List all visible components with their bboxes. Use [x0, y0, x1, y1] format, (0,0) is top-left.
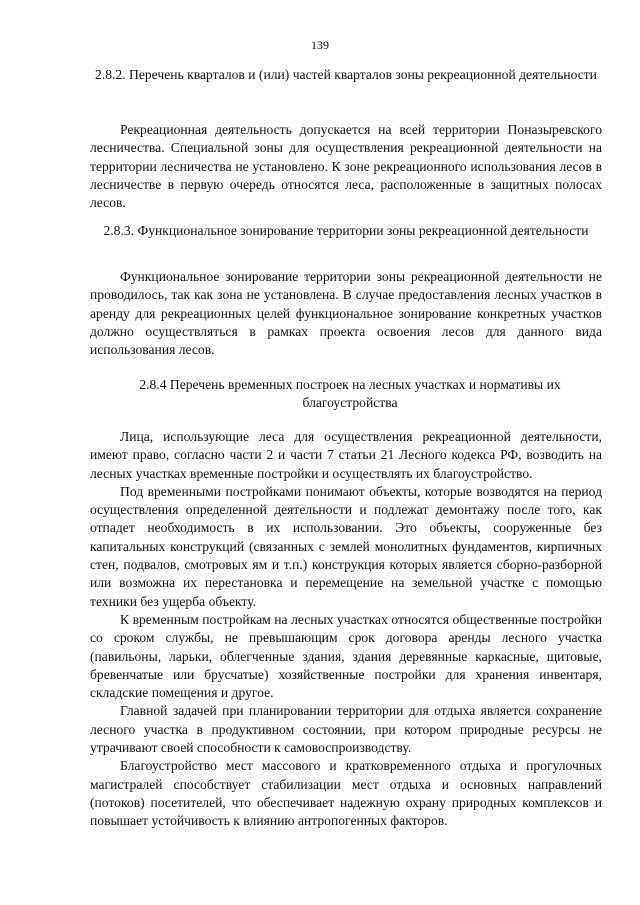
section-2-8-3-body — [90, 268, 602, 359]
section-2-8-2-body — [90, 121, 602, 212]
page-number: 139 — [311, 38, 329, 52]
section-2-8-4-heading: 2.8.4 Перечень временных построек на лесных участках и нормативы их благоустройства — [139, 377, 561, 411]
section-2-8-4-body — [90, 428, 602, 831]
paragraph: Под временными постройками понимают объекты, которые возводятся на период осуществления определенной деятельности и подлежат демонтажу после того, как отпадет необходимость в их использовании. Это объекты, сооруженные без капитальных конструкций (связанных с землей монолитных фундаментов, кирпичных стен, подвалов, смотровых ям и т.п.) конструкция которых является сборно-разборной или возможна их перестановка и перемещение на земельной участке с помощью техники без ущерба объекту. — [90, 483, 602, 609]
paragraph: К временным постройкам на лесных участках относятся общественные постройки со сроком службы, не превышающим срок договора аренды лесного участка (павильоны, ларьки, облегченные здания, здания деревянные каркасные, щитовые, бревенчатые или брусчатые) хозяйственные постройки для хранения инвентаря, складские помещения и другое. — [90, 611, 602, 701]
section-2-8-3-heading: 2.8.3. Функциональное зонирование территории зоны рекреационной деятельности — [103, 223, 589, 238]
paragraph: Функциональное зонирование территории зоны рекреационной деятельности не проводилось, так как зона не установлена. В случае предоставления лесных участков в аренду для рекреационных целей функциональное зонирование конкретных участков должно осуществляться в рамках проекта освоения лесов для данного вида использования лесов. — [90, 269, 602, 358]
paragraph: Главной задачей при планировании территории для отдыха является сохранение лесного участка в продуктивном состоянии, при котором природные ресурсы не утрачивают своей способности к самовоспроизводству. — [90, 703, 602, 756]
paragraph: Благоустройство мест массового и кратковременного отдыха и прогулочных магистралей способствует стабилизации мест отдыха и основных направлений (потоков) посетителей, что обеспечивает надежную охрану природных комплексов и повышает устойчивость к влиянию антропогенных факторов. — [90, 758, 602, 829]
paragraph: Лица, использующие леса для осуществления рекреационной деятельности, имеют право, согласно части 2 и части 7 статьи 21 Лесного кодекса РФ, возводить на лесных участках временные постройки и осуществлять их благоустройство. — [90, 429, 602, 481]
section-2-8-2-heading: 2.8.2. Перечень кварталов и (или) частей кварталов зоны рекреационной деятельности — [95, 67, 597, 82]
paragraph: Рекреационная деятельность допускается на всей территории Поназыревского лесничества. Специальной зоны для осуществления рекреационной деятельности на территории лесничества не установлено. К зоне рекреационного использования лесов в лесничестве в первую очередь относятся леса, расположенные в защитных полосах лесов. — [90, 122, 602, 211]
